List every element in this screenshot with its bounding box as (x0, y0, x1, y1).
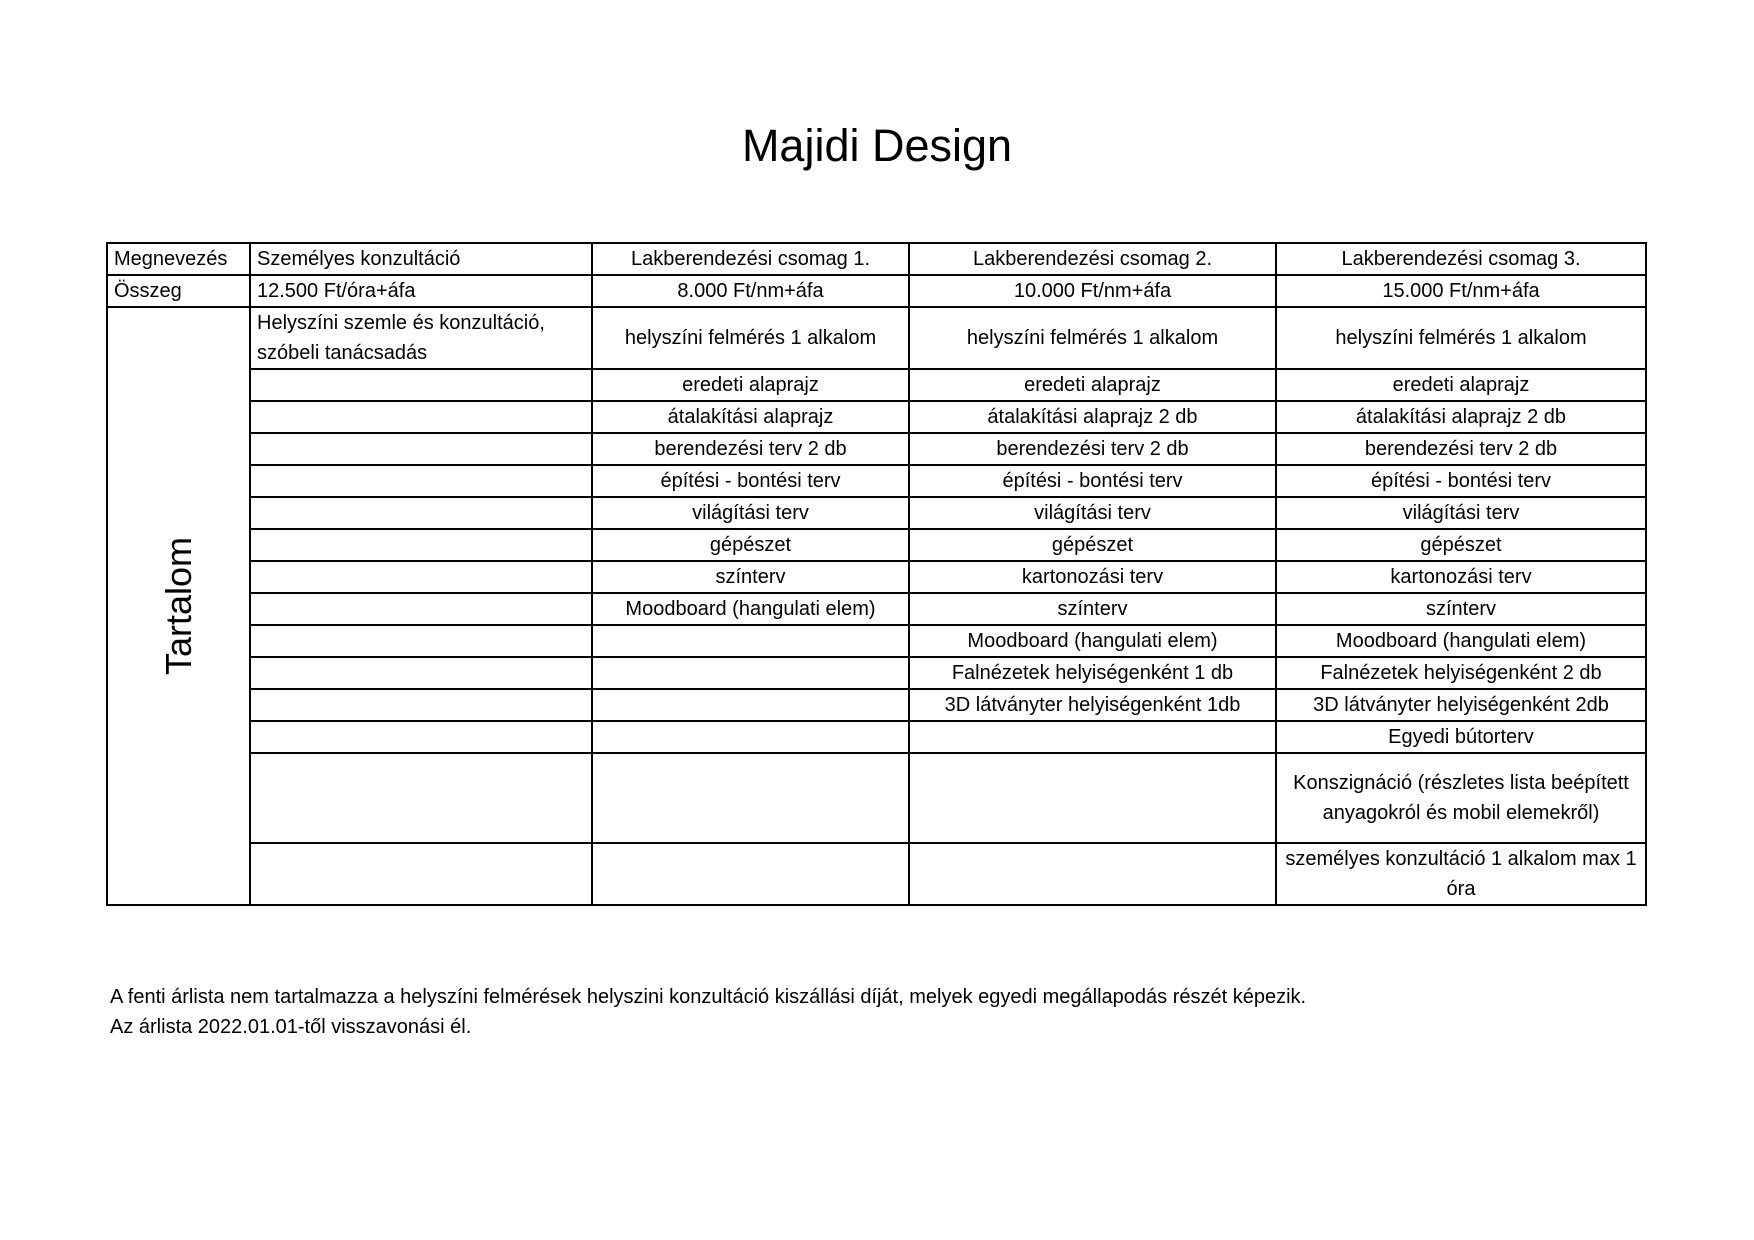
content-package-2-cell: átalakítási alaprajz 2 db (909, 401, 1276, 433)
content-row (107, 369, 1646, 401)
content-package-2-cell: eredeti alaprajz (909, 369, 1276, 401)
content-personal-cell (250, 689, 592, 721)
content-row (107, 843, 1646, 905)
content-row (107, 307, 1646, 369)
header-package-3-cell: Lakberendezési csomag 3. (1276, 243, 1646, 275)
content-package-1-cell: gépészet (592, 529, 909, 561)
content-package-1-cell: átalakítási alaprajz (592, 401, 909, 433)
content-personal-cell (250, 369, 592, 401)
content-package-3-cell: eredeti alaprajz (1276, 369, 1646, 401)
content-package-1-cell: építési - bontési terv (592, 465, 909, 497)
content-package-3-cell: világítási terv (1276, 497, 1646, 529)
content-package-2-cell: Moodboard (hangulati elem) (909, 625, 1276, 657)
content-row (107, 625, 1646, 657)
content-personal-cell (250, 497, 592, 529)
content-package-2-cell: Falnézetek helyiségenként 1 db (909, 657, 1276, 689)
content-package-3-cell: Konszignáció (részletes lista beépített anyagokról és mobil elemekről) (1276, 753, 1646, 843)
content-row (107, 465, 1646, 497)
content-package-3-cell: Egyedi bútorterv (1276, 721, 1646, 753)
content-personal-cell (250, 753, 592, 843)
content-package-1-cell: berendezési terv 2 db (592, 433, 909, 465)
content-package-1-cell: helyszíni felmérés 1 alkalom (592, 307, 909, 369)
header-label-cell: Megnevezés (107, 243, 250, 275)
content-package-3-cell: helyszíni felmérés 1 alkalom (1276, 307, 1646, 369)
content-package-2-cell (909, 721, 1276, 753)
content-package-3-cell: átalakítási alaprajz 2 db (1276, 401, 1646, 433)
content-package-1-cell (592, 657, 909, 689)
content-row (107, 657, 1646, 689)
price-label-cell: Összeg (107, 275, 250, 307)
content-row (107, 401, 1646, 433)
price-personal-cell: 12.500 Ft/óra+áfa (250, 275, 592, 307)
content-package-1-cell (592, 721, 909, 753)
content-package-2-cell: építési - bontési terv (909, 465, 1276, 497)
content-package-2-cell (909, 753, 1276, 843)
content-row (107, 529, 1646, 561)
content-package-1-cell (592, 689, 909, 721)
content-package-1-cell: színterv (592, 561, 909, 593)
content-package-3-cell: Falnézetek helyiségenként 2 db (1276, 657, 1646, 689)
content-package-1-cell (592, 625, 909, 657)
content-package-2-cell: világítási terv (909, 497, 1276, 529)
price-package-2-cell: 10.000 Ft/nm+áfa (909, 275, 1276, 307)
content-personal-cell (250, 657, 592, 689)
content-row (107, 689, 1646, 721)
content-package-1-cell (592, 843, 909, 905)
content-row (107, 721, 1646, 753)
content-package-3-cell: személyes konzultáció 1 alkalom max 1 óra (1276, 843, 1646, 905)
content-package-3-cell: berendezési terv 2 db (1276, 433, 1646, 465)
content-row (107, 433, 1646, 465)
price-package-3-cell: 15.000 Ft/nm+áfa (1276, 275, 1646, 307)
content-package-2-cell (909, 843, 1276, 905)
content-personal-cell: Helyszíni szemle és konzultáció, szóbeli tanácsadás (250, 307, 592, 369)
footer-note-1: A fenti árlista nem tartalmazza a helyszíni felmérések helyszini konzultáció kiszállási díját, melyek egyedi megállapodás részét képezik. (110, 986, 1307, 1008)
content-personal-cell (250, 721, 592, 753)
content-package-3-cell: építési - bontési terv (1276, 465, 1646, 497)
content-personal-cell (250, 465, 592, 497)
content-package-3-cell: Moodboard (hangulati elem) (1276, 625, 1646, 657)
content-package-2-cell: színterv (909, 593, 1276, 625)
content-package-2-cell: 3D látványter helyiségenként 1db (909, 689, 1276, 721)
footer-notes (110, 982, 1306, 1042)
header-row (107, 243, 1646, 275)
header-package-2-cell: Lakberendezési csomag 2. (909, 243, 1276, 275)
content-row (107, 593, 1646, 625)
content-personal-cell (250, 561, 592, 593)
content-package-1-cell: eredeti alaprajz (592, 369, 909, 401)
content-package-3-cell: kartonozási terv (1276, 561, 1646, 593)
content-package-2-cell: gépészet (909, 529, 1276, 561)
header-package-1-cell: Lakberendezési csomag 1. (592, 243, 909, 275)
content-label: Tartalom (157, 536, 199, 676)
content-personal-cell (250, 593, 592, 625)
content-personal-cell (250, 433, 592, 465)
content-package-3-cell: színterv (1276, 593, 1646, 625)
content-package-3-cell: 3D látványter helyiségenként 2db (1276, 689, 1646, 721)
content-package-2-cell: helyszíni felmérés 1 alkalom (909, 307, 1276, 369)
content-package-1-cell: világítási terv (592, 497, 909, 529)
content-personal-cell (250, 843, 592, 905)
content-label-cell (107, 307, 250, 905)
footer-note-2: Az árlista 2022.01.01-től visszavonási él. (110, 1016, 472, 1038)
content-package-2-cell: berendezési terv 2 db (909, 433, 1276, 465)
price-package-1-cell: 8.000 Ft/nm+áfa (592, 275, 909, 307)
page-title: Majidi Design (741, 120, 1013, 171)
content-row (107, 497, 1646, 529)
content-personal-cell (250, 529, 592, 561)
content-row (107, 753, 1646, 843)
price-table (106, 242, 1647, 906)
content-package-2-cell: kartonozási terv (909, 561, 1276, 593)
content-package-1-cell (592, 753, 909, 843)
content-personal-cell (250, 625, 592, 657)
header-personal-cell: Személyes konzultáció (250, 243, 592, 275)
price-row (107, 275, 1646, 307)
content-package-1-cell: Moodboard (hangulati elem) (592, 593, 909, 625)
content-personal-cell (250, 401, 592, 433)
content-row (107, 561, 1646, 593)
content-package-3-cell: gépészet (1276, 529, 1646, 561)
